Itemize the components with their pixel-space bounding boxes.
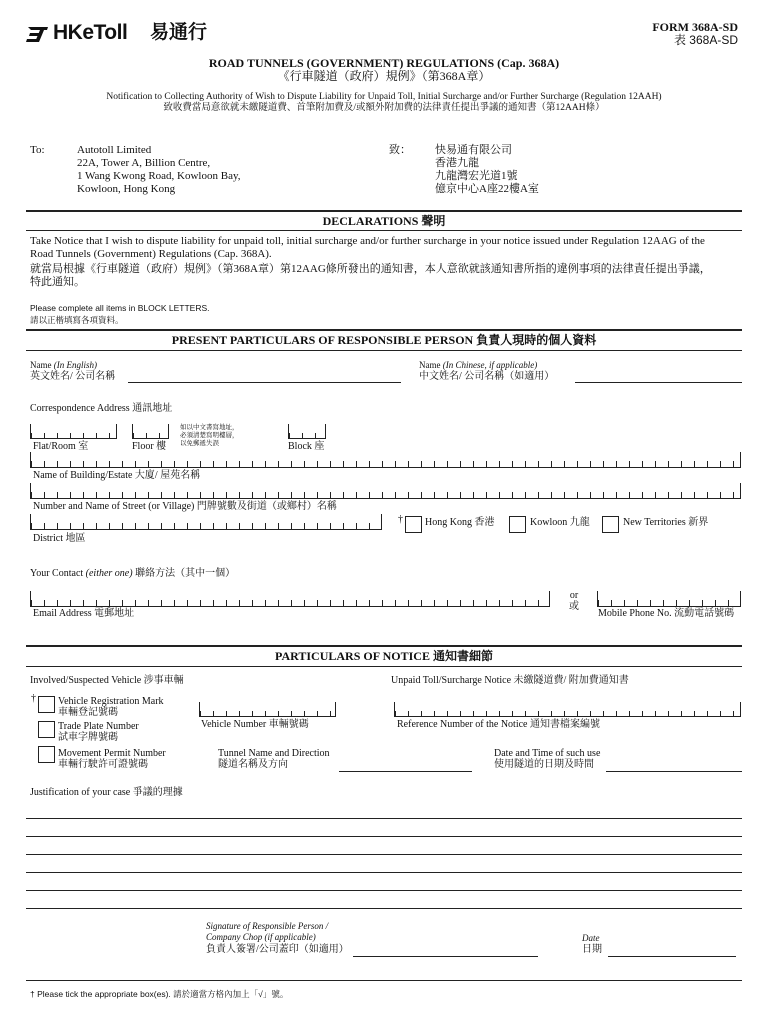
mobile-phone-label: Mobile Phone No. 流動電話號碼 — [598, 608, 735, 619]
trade-plate-checkbox[interactable] — [38, 721, 55, 738]
signature-label-zh: 負責人簽署/公司蓋印（如適用） — [206, 944, 349, 955]
district-field[interactable] — [30, 514, 382, 530]
form-number-en: FORM 368A-SD — [652, 20, 738, 34]
justification-line[interactable] — [26, 908, 742, 909]
correspondence-address-label: Correspondence Address 通訊地址 — [30, 403, 173, 414]
to-address-zh — [435, 144, 539, 196]
tunnel-direction-label-zh: 隧道名稱及方向 — [218, 759, 288, 770]
block-letters-note-en: Please complete all items in BLOCK LETTERS. — [30, 303, 210, 313]
name-en-field[interactable] — [128, 382, 401, 383]
divider — [26, 666, 742, 667]
floor-note — [180, 424, 239, 448]
present-particulars-heading: PRESENT PARTICULARS OF RESPONSIBLE PERSON 負責人現時的個人資料 — [171, 333, 597, 347]
logo-chinese: 易通行 — [150, 22, 208, 43]
vehicle-number-field[interactable] — [199, 702, 336, 717]
street-label: Number and Name of Street (or Village) 門牌號數及街道（或鄉村）名稱 — [33, 501, 337, 512]
floor-field[interactable] — [132, 424, 169, 439]
mobile-phone-field[interactable] — [597, 591, 741, 607]
divider — [26, 980, 742, 981]
hketoll-logo — [26, 21, 226, 45]
movement-permit-checkbox[interactable] — [38, 746, 55, 763]
involved-vehicle-label: Involved/Suspected Vehicle 涉事車輛 — [30, 675, 184, 686]
to-address-line: 22A, Tower A, Billion Centre, — [77, 157, 211, 169]
name-en-label — [30, 360, 97, 371]
date-label-en: Date — [582, 933, 600, 943]
to-address-line: 香港九龍 — [435, 157, 479, 169]
signature-label-en-2: Company Chop (if applicable) — [206, 932, 316, 942]
vehicle-number-label: Vehicle Number 車輛號碼 — [201, 719, 309, 730]
to-address-line: 快易通有限公司 — [435, 144, 512, 156]
divider — [26, 329, 742, 331]
street-field[interactable] — [30, 483, 741, 499]
vehicle-registration-label-en: Vehicle Registration Mark — [58, 696, 164, 707]
name-zh-label-text: Name (In Chinese, if applicable) — [419, 360, 538, 370]
to-address-line: 1 Wang Kwong Road, Kowloon Bay, — [77, 170, 241, 182]
divider — [26, 210, 742, 212]
dagger-mark: † — [31, 693, 36, 704]
or-label-zh: 或 — [569, 601, 579, 612]
district-label: District 地區 — [33, 533, 86, 544]
footnote: † Please tick the appropriate box(es). 請於適當方格內加上「√」號。 — [30, 989, 289, 999]
date-time-label-zh: 使用隧道的日期及時間 — [494, 759, 594, 770]
floor-label: Floor 樓 — [132, 441, 167, 452]
block-label: Block 座 — [288, 441, 325, 452]
divider — [26, 645, 742, 647]
justification-line[interactable] — [26, 836, 742, 837]
divider — [26, 350, 742, 351]
signature-label-en-1: Signature of Responsible Person / — [206, 921, 329, 931]
to-label-zh: 致： — [389, 144, 411, 156]
justification-line[interactable] — [26, 818, 742, 819]
or-label-en: or — [569, 590, 579, 601]
declarations-text-en: Take Notice that I wish to dispute liability for unpaid toll, initial surcharge and/or further surcharge in your notice issued under Regulation 12AAG of the Road Tunnels (Government) Regulations (Cap. 368A). — [30, 235, 705, 260]
hketoll-swoosh-icon — [26, 23, 50, 43]
form-title-en: ROAD TUNNELS (GOVERNMENT) REGULATIONS (Cap. 368A) — [208, 56, 560, 70]
floor-note-line: 如以中文書寫地址， — [180, 424, 239, 431]
new-territories-label: New Territories 新界 — [623, 517, 709, 528]
form-number-zh: 表 368A-SD — [673, 33, 738, 47]
to-address-line: 九龍灣宏光道1號 — [435, 170, 518, 182]
flat-room-label: Flat/Room 室 — [33, 441, 89, 452]
form-subtitle-zh: 致收費當局意欲就未繳隧道費、首筆附加費及/或額外附加費的法律責任提出爭議的通知書（第12AAH條） — [163, 103, 605, 113]
vehicle-registration-checkbox[interactable] — [38, 696, 55, 713]
name-en-label-text: Name (In English) — [30, 360, 97, 370]
to-address-line: Kowloon, Hong Kong — [77, 183, 176, 195]
kowloon-checkbox[interactable] — [509, 516, 526, 533]
movement-permit-label-zh: 車輛行駛許可證號碼 — [58, 759, 148, 770]
floor-note-line: 以免郵遞失誤 — [180, 440, 219, 447]
new-territories-checkbox[interactable] — [602, 516, 619, 533]
notice-heading: PARTICULARS OF NOTICE 通知書細節 — [275, 649, 493, 663]
justification-label: Justification of your case 爭議的理據 — [30, 787, 183, 798]
dagger-mark: † — [398, 514, 403, 525]
signature-field[interactable] — [353, 956, 538, 957]
date-time-label-en: Date and Time of such use — [494, 748, 601, 759]
building-estate-label: Name of Building/Estate 大廈/ 屋苑名稱 — [33, 470, 201, 481]
unpaid-notice-label: Unpaid Toll/Surcharge Notice 未繳隧道費/ 附加費通知書 — [391, 675, 629, 686]
form-subtitle-en: Notification to Collecting Authority of Wish to Dispute Liability for Unpaid Toll, Initial Surcharge and/or Further Surcharge (Regulation 12AAH) — [106, 92, 662, 102]
name-zh-label-zh: 中文姓名/ 公司名稱（如適用） — [419, 371, 555, 382]
trade-plate-label-en: Trade Plate Number — [58, 721, 139, 732]
block-letters-note-zh: 請以正楷填寫各項資料。 — [30, 315, 124, 325]
floor-note-line: 必須清楚寫明樓層， — [180, 432, 239, 439]
vehicle-registration-label-zh: 車輛登記號碼 — [58, 707, 118, 718]
reference-number-field[interactable] — [394, 702, 741, 717]
date-time-field[interactable] — [606, 771, 742, 772]
justification-line[interactable] — [26, 854, 742, 855]
to-address-line: Autotoll Limited — [77, 144, 152, 156]
email-field[interactable] — [30, 591, 550, 607]
block-field[interactable] — [288, 424, 326, 439]
email-label: Email Address 電郵地址 — [33, 608, 135, 619]
justification-line[interactable] — [26, 890, 742, 891]
justification-line[interactable] — [26, 872, 742, 873]
date-field[interactable] — [608, 956, 736, 957]
name-en-label-zh: 英文姓名/ 公司名稱 — [30, 371, 116, 382]
building-estate-field[interactable] — [30, 452, 741, 468]
name-zh-field[interactable] — [575, 382, 742, 383]
hong-kong-label: Hong Kong 香港 — [425, 517, 495, 528]
form-title-zh: 《行車隧道（政府）規例》（第368A章） — [277, 69, 491, 83]
logo-brand: HKeToll — [53, 21, 128, 44]
date-label-zh: 日期 — [582, 944, 602, 955]
trade-plate-label-zh: 試車字牌號碼 — [58, 732, 118, 743]
to-address-line: 億京中心A座22樓A室 — [435, 183, 539, 195]
divider — [26, 230, 742, 231]
hong-kong-checkbox[interactable] — [405, 516, 422, 533]
movement-permit-label-en: Movement Permit Number — [58, 748, 166, 759]
kowloon-label: Kowloon 九龍 — [530, 517, 590, 528]
contact-label: Your Contact (either one) 聯絡方法（其中一個） — [30, 568, 236, 579]
to-label-en: To: — [30, 144, 45, 156]
name-zh-label — [419, 360, 537, 371]
declarations-text-zh: 就當局根據《行車隧道（政府）規例》（第368A章）第12AAG條所發出的通知書，本人意欲就該通知書所指的違例事項的法律責任提出爭議，特此通知。 — [30, 263, 711, 288]
tunnel-direction-label-en: Tunnel Name and Direction — [218, 748, 330, 759]
flat-room-field[interactable] — [30, 424, 117, 439]
tunnel-direction-field[interactable] — [339, 771, 472, 772]
reference-number-label: Reference Number of the Notice 通知書檔案編號 — [397, 719, 600, 730]
declarations-heading: DECLARATIONS 聲明 — [322, 214, 446, 228]
to-address-en — [77, 144, 241, 196]
